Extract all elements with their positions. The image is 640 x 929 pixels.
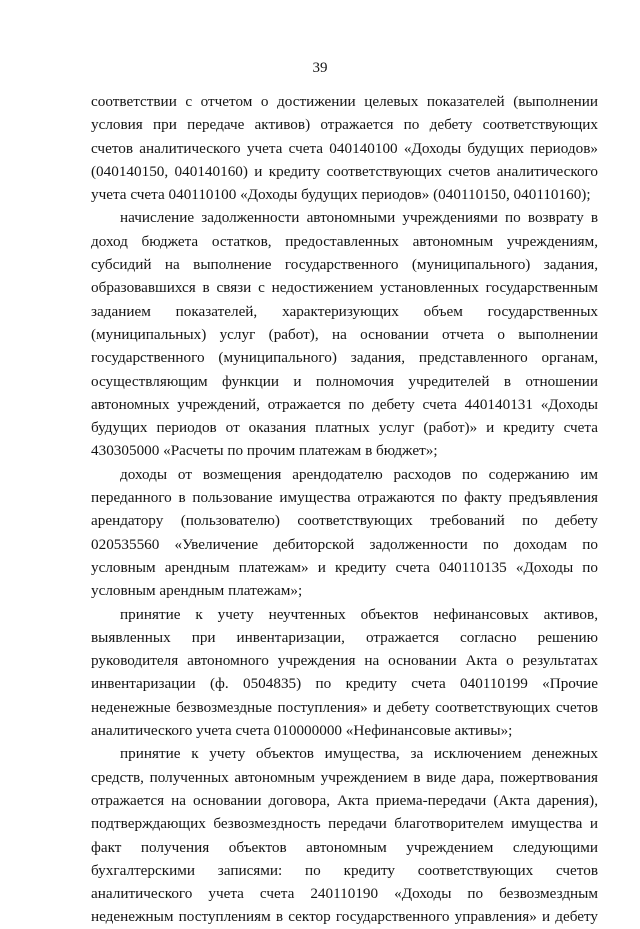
text-line: (муниципальных) услуг (работ), на основании отчета о выполнении <box>91 325 598 343</box>
paragraph-4 <box>91 603 598 743</box>
text-line: заданием показателей, характеризующих объем государственных <box>91 302 598 320</box>
text-line: неденежным поступлениям в сектор государственного управления» и дебету <box>91 908 598 926</box>
paragraph-2 <box>91 206 598 462</box>
paragraph-1 <box>91 90 598 206</box>
text-line: доход бюджета остатков, предоставленных автономным учреждениям, <box>91 232 598 250</box>
text-line: переданного в пользование имущества отражаются по факту предъявления <box>91 489 598 507</box>
text-line: осуществляющим функции и полномочия учредителей в отношении <box>91 372 598 390</box>
text-line: неденежные безвозмездные поступления» и дебету соответствующих счетов <box>91 698 598 716</box>
text-line: учета счета 040110100 «Доходы будущих периодов» (040110150, 040110160); <box>91 186 591 204</box>
text-line: аналитического учета счета 240110190 «Доходы по безвозмездным <box>91 885 598 903</box>
text-line: государственного (муниципального) задания, представленного органам, <box>91 349 598 367</box>
page-number: 39 <box>312 60 328 76</box>
text-line: подтверждающих безвозмездность передачи благотворителем имущества и <box>91 815 598 833</box>
text-line: отражается на основании договора, Акта приема-передачи (Акта дарения), <box>91 791 598 809</box>
paragraph-5 <box>91 742 598 928</box>
text-line: руководителя автономного учреждения на основании Акта о результатах <box>91 652 598 670</box>
paragraph-3 <box>91 463 598 603</box>
text-line: условным арендным платежам» и кредиту счета 040110135 «Доходы по <box>91 558 598 576</box>
text-line: (040140150, 040140160) и кредиту соответствующих счетов аналитического <box>91 162 598 180</box>
text-line: инвентаризации (ф. 0504835) по кредиту счета 040110199 «Прочие <box>91 675 598 693</box>
text-line: образовавшихся в связи с недостижением установленных государственным <box>91 279 598 297</box>
text-line: условным арендным платежам»; <box>91 582 303 600</box>
text-line: бухгалтерскими записями: по кредиту соответствующих счетов <box>91 861 598 879</box>
text-line: арендатору (пользователю) соответствующих требований по дебету <box>91 512 598 530</box>
text-line: факт получения объектов автономным учреждением следующими <box>91 838 598 856</box>
text-line: 430305000 «Расчеты по прочим платежам в бюджет»; <box>91 442 438 460</box>
text-line: счетов аналитического учета счета 040140100 «Доходы будущих периодов» <box>91 139 598 157</box>
text-line: доходы от возмещения арендодателю расходов по содержанию им <box>120 465 598 483</box>
text-line: принятие к учету неучтенных объектов нефинансовых активов, <box>120 605 598 623</box>
text-line: условия при передаче активов) отражается по дебету соответствующих <box>91 116 598 134</box>
text-line: выявленных при инвентаризации, отражается согласно решению <box>91 628 598 646</box>
text-line: принятие к учету объектов имущества, за исключением денежных <box>120 745 598 763</box>
text-line: аналитического учета счета 010000000 «Нефинансовые активы»; <box>91 722 513 740</box>
text-line: соответствии с отчетом о достижении целевых показателей (выполнении <box>91 93 598 110</box>
text-line: начисление задолженности автономными учреждениями по возврату в <box>120 209 598 227</box>
document-body <box>91 90 598 929</box>
text-line: будущих периодов от оказания платных услуг (работ)» и кредиту счета <box>91 419 598 437</box>
text-line: средств, полученных автономным учреждением в виде дара, пожертвования <box>91 768 598 786</box>
text-line: субсидий на выполнение государственного (муниципального) задания, <box>91 256 598 274</box>
text-line: автономных учреждений, отражается по дебету счета 440140131 «Доходы <box>91 395 598 413</box>
text-line: 020535560 «Увеличение дебиторской задолженности по доходам по <box>91 535 598 553</box>
